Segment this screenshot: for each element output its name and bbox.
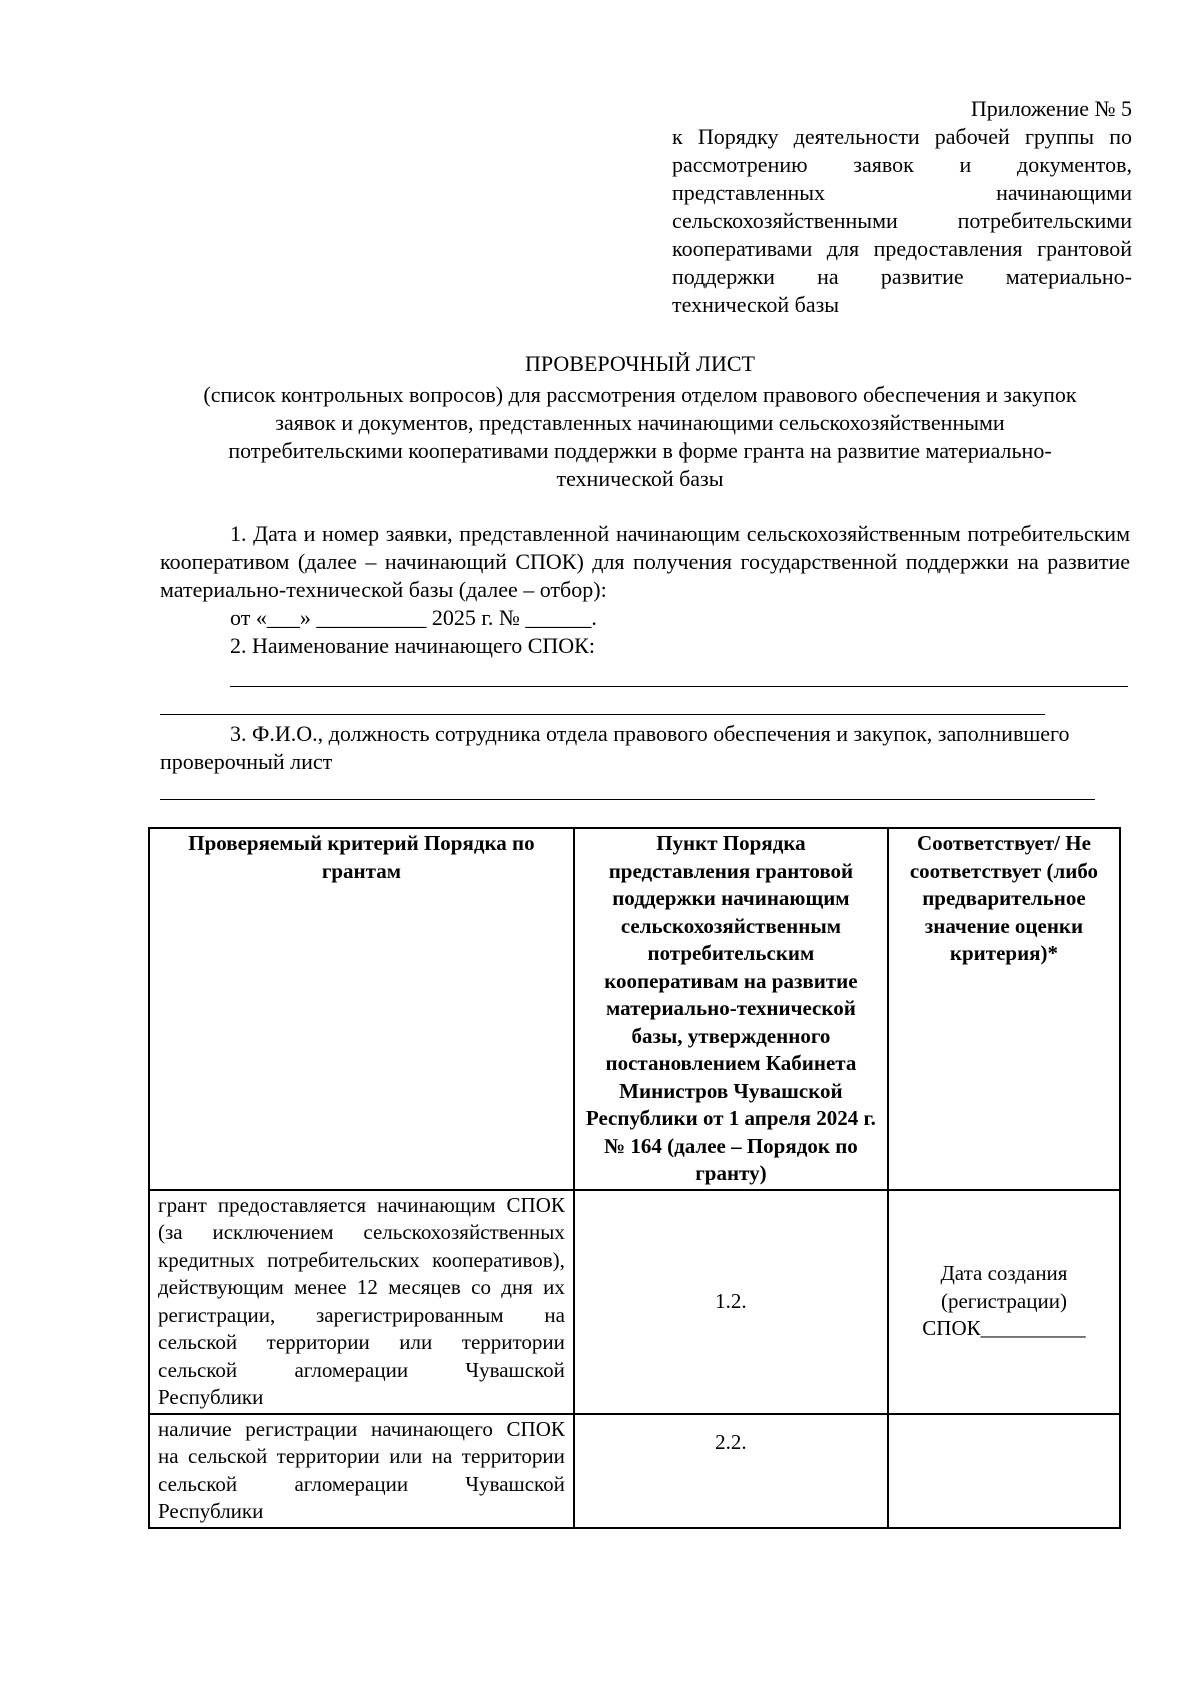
appendix-text: к Порядку деятельности рабочей группы по рассмотрению заявок и документов, представленных начинающими сельскохозяйственными потребительскими кооперативами для предоставления грантовой поддержки на развитие материально-технической базы (672, 124, 1132, 317)
employee-info-line (160, 799, 1095, 800)
appendix-number: Приложение № 5 (970, 96, 1132, 121)
item-3-employee-info: 3. Ф.И.О., должность сотрудника отдела правового обеспечения и закупок, заполнившего проверочный лист (160, 721, 1070, 774)
item-2-spok-name: 2. Наименование начинающего СПОК: (230, 633, 595, 658)
criteria-table (148, 827, 1121, 1529)
document-title: ПРОВЕРОЧНЫЙ ЛИСТ (525, 351, 755, 376)
table-row (149, 1190, 1120, 1414)
item-1-date-field: от «___» __________ 2025 г. № ______. (230, 605, 597, 630)
row-2-point: 2.2. (574, 1414, 888, 1528)
document-title-block (150, 350, 1130, 493)
document-subtitle-line-4: технической базы (556, 466, 724, 491)
spok-name-line-1 (230, 686, 1128, 687)
table-header-row (149, 828, 1120, 1190)
table-row (149, 1414, 1120, 1528)
row-1-point: 1.2. (574, 1190, 888, 1414)
document-subtitle-line-2: заявок и документов, представленных начинающими сельскохозяйственными (275, 410, 1005, 435)
document-subtitle-line-1: (список контрольных вопросов) для рассмотрения отделом правового обеспечения и закупок (203, 382, 1077, 407)
header-criterion: Проверяемый критерий Порядка по грантам (149, 828, 574, 1190)
row-1-criterion: грант предоставляется начинающим СПОК (за исключением сельскохозяйственных кредитных потребительских кооперативов), действующим менее 12 месяцев со дня их регистрации, зарегистрированным на сельской территории или территории сельской агломерации Чувашской Республики (149, 1190, 574, 1414)
item-1-application-date: 1. Дата и номер заявки, представленной начинающим сельскохозяйственным потребительским кооперативом (далее – начинающий СПОК) для получения государственной поддержки на развитие материально-технической базы (далее – отбор): (160, 521, 1130, 602)
header-point: Пункт Порядка представления грантовой поддержки начинающим сельскохозяйственным потребительским кооперативам на развитие материально-технической базы, утвержденного постановлением Кабинета Министров Чувашской Республики от 1 апреля 2024 г. № 164 (далее – Порядок по гранту) (574, 828, 888, 1190)
header-result: Соответствует/ Не соответствует (либо предварительное значение оценки критерия)* (888, 828, 1120, 1190)
spok-name-line-2 (160, 714, 1045, 715)
row-2-result (888, 1414, 1120, 1528)
row-2-criterion: наличие регистрации начинающего СПОК на сельской территории или на территории сельской агломерации Чувашской Республики (149, 1414, 574, 1528)
appendix-heading (672, 95, 1132, 319)
document-subtitle-line-3: потребительскими кооперативами поддержки в форме гранта на развитие материально- (228, 438, 1052, 463)
row-1-result: Дата создания (регистрации) СПОК__________ (888, 1190, 1120, 1414)
